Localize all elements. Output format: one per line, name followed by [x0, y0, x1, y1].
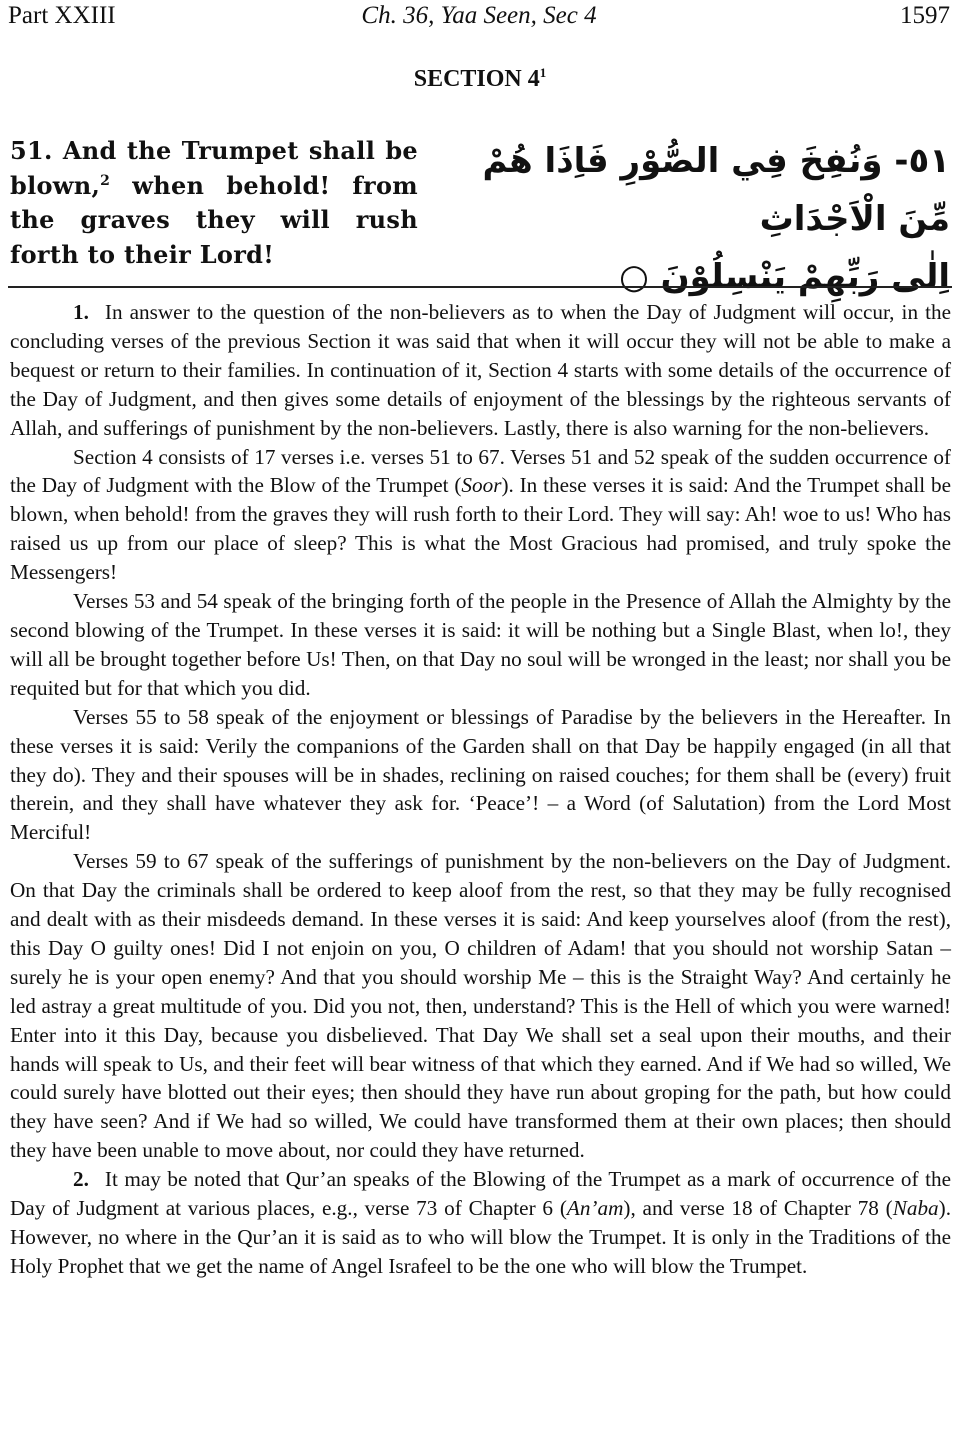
- section-heading: [0, 66, 960, 93]
- section-footnote-ref: 1: [539, 65, 547, 80]
- note-1-p2-text-a: Section 4 consists of 17 verses i.e. verses 51 to 67. Verses 51 and 52 speak of the sudden occurrence of the Day of Judgment with the Blow of the Trumpet (: [10, 444, 951, 498]
- note-2-text-b: ), and verse 18 of Chapter 78 (: [623, 1196, 893, 1221]
- page-number: 1597: [900, 2, 950, 29]
- note-2-text-a: It may be noted that Qur’an speaks of the Blowing of the Trumpet as a mark of occurrence of the Day of Judgment at various places, e.g., verse 73 of Chapter 6 (: [10, 1167, 951, 1221]
- term-anam: An’am: [566, 1196, 624, 1221]
- verse-arabic-line-2: اِلٰى رَبِّهِمْ يَنْسِلُوْنَ ○: [619, 257, 950, 297]
- footnotes: [10, 298, 951, 1281]
- note-2-label: 2.: [73, 1167, 89, 1192]
- term-naba: Naba: [892, 1196, 939, 1221]
- note-1-paragraph-2: [10, 443, 951, 588]
- note-2-paragraph: [10, 1165, 951, 1281]
- divider-line: [8, 286, 952, 288]
- note-1-paragraph-4: Verses 55 to 58 speak of the enjoyment or blessings of Paradise by the believers in the Hereafter. In these verses it is said: Verily the companions of the Garden shall on that Day be happily engaged (in all that they do). They and their spouses will be in shades, reclining on raised couches; for them shall be (every) fruit therein, and they shall have whatever they ask for. ‘Peace’! – a Word (of Salutation) from the Lord Most Merciful!: [10, 704, 951, 845]
- part-label: Part XXIII: [8, 2, 116, 29]
- note-1-paragraph-3: Verses 53 and 54 speak of the bringing forth of the people in the Presence of Allah the Almighty by the second blowing of the Trumpet. In these verses it is said: it will be nothing but a Single Blast, when lo!, they will all be brought together before Us! Then, on that Day no soul will be wronged in the least; nor shall you be requited but for that which you did.: [10, 589, 951, 700]
- note-1-paragraph-1: [10, 298, 951, 443]
- page-header: [8, 2, 950, 38]
- verse-footnote-ref: 2: [100, 172, 111, 189]
- note-1-text: In answer to the question of the non-believers as to when the Day of Judgment will occur, in the concluding verses of the previous Section it was said that when it will occur they will not be able to make a bequest or return to their families. In continuation of it, Section 4 starts with some details of the occurrence of the Day of Judgment, and then gives some details of enjoyment of the blessings by the righteous servants of Allah, and sufferings of punishment by the non-believers. Lastly, there is also warning for the non-believers.: [10, 300, 951, 440]
- verse-english-part-a: 51. And the Trumpet shall be blown,: [10, 136, 418, 200]
- verse-arabic: [450, 132, 950, 306]
- note-1-paragraph-5: Verses 59 to 67 speak of the sufferings of punishment by the non-believers on the Day of Judgment. On that Day the criminals shall be ordered to keep aloof from the rest, so that they may be fully recognised and dealt with as their misdeeds demand. In these verses it is said: And keep yourselves aloof (from the rest), this Day O guilty ones! Did I not enjoin on you, O children of Adam! that you should not worship Satan – surely he is your open enemy? And that you should worship Me – this is the Straight Way? And certainly he led astray a great multitude of you. Did you not, then, understand? This is the Hell of which you were warned! Enter into it this Day, because you disbelieved. That Day We shall set a seal upon their mouths, and their hands will speak to Us, and their feet will bear witness of that which they earned. And if We had so willed, We could surely have blotted out their eyes; then should they have run about groping for the path, but how could they have seen? And if We had so willed, We could have transformed them at their own places; then should they have been unable to move about, nor could they have returned.: [10, 849, 951, 1163]
- section-title: SECTION 4: [413, 66, 540, 92]
- note-2-text-c: ). However, no where in the Qur’an it is said as to who will blow the Trumpet. It is only in the Traditions of the Holy Prophet that we get the name of Angel Israfeel to be the one who will blow the Trumpet.: [10, 1196, 952, 1278]
- verse-english-part-b: when behold! from the graves they will rush forth to their Lord!: [10, 170, 418, 269]
- verse-english: [10, 134, 418, 272]
- term-soor: Soor: [461, 473, 502, 498]
- chapter-title: Ch. 36, Yaa Seen, Sec 4: [361, 2, 597, 29]
- note-1-p2-text-b: ). In these verses it is said: And the Trumpet shall be blown, when behold! from the graves they will rush forth to their Lord. They will say: Ah! woe to us! Who has raised us up from our place of sleep? This is what the Most Gracious had promised, and truly spoke the Messengers!: [10, 473, 952, 585]
- verse-arabic-line-1: ٥١- وَنُفِخَ فِي الصُّوْرِ فَاِذَا هُمْ مِّنَ الْاَجْدَاثِ: [482, 141, 950, 239]
- note-1-label: 1.: [73, 300, 89, 324]
